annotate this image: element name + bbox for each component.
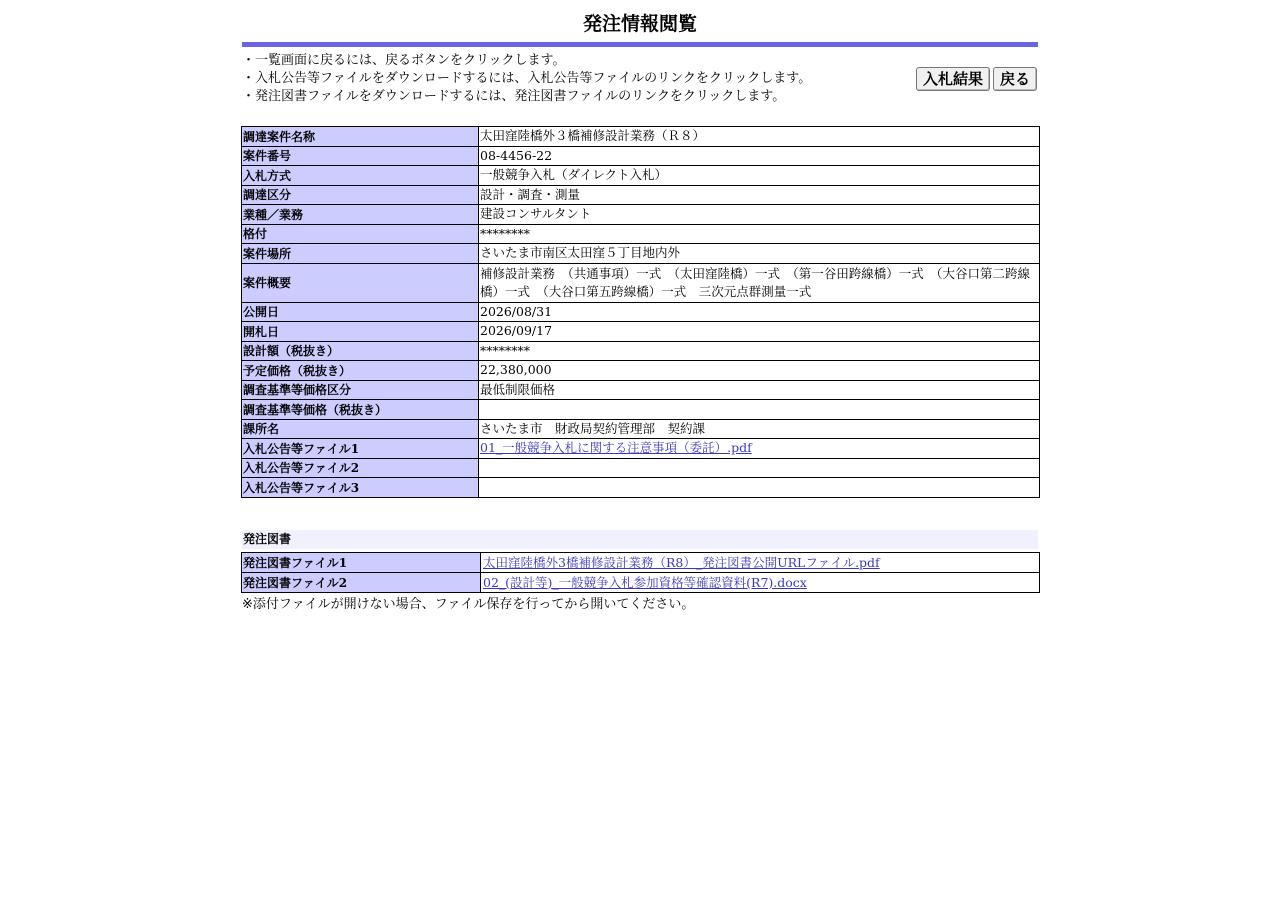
instruction-line: ・一覧画面に戻るには、戻るボタンをクリックします。 bbox=[242, 53, 566, 68]
table-row bbox=[242, 224, 1040, 244]
field-label: 課所名 bbox=[242, 419, 479, 439]
documents-section-title: 発注図書 bbox=[242, 530, 1038, 549]
table-row bbox=[242, 205, 1040, 225]
table-row bbox=[242, 380, 1040, 400]
field-label: 調査基準等価格（税抜き） bbox=[242, 400, 479, 420]
field-label: 公開日 bbox=[242, 302, 479, 322]
table-row bbox=[242, 166, 1040, 186]
table-row bbox=[242, 146, 1040, 166]
table-row bbox=[242, 127, 1040, 147]
instruction-line: ・発注図書ファイルをダウンロードするには、発注図書ファイルのリンクをクリックします。 bbox=[242, 89, 786, 104]
field-value: 太田窪陸橋外３橋補修設計業務（Ｒ８） bbox=[479, 127, 1040, 147]
document-file-2-link[interactable]: 02_(設計等)_一般競争入札参加資格等確認資料(R7).docx bbox=[483, 574, 807, 590]
documents-table bbox=[241, 552, 1040, 593]
field-value: 22,380,000 bbox=[479, 361, 1040, 381]
field-value: 2026/08/31 bbox=[479, 302, 1040, 322]
table-row bbox=[242, 341, 1040, 361]
field-value: 一般競争入札（ダイレクト入札） bbox=[479, 166, 1040, 186]
details-table bbox=[241, 126, 1040, 498]
field-label: 発注図書ファイル2 bbox=[242, 573, 481, 593]
field-label: 案件場所 bbox=[242, 244, 479, 264]
table-row bbox=[242, 400, 1040, 420]
field-label: 開札日 bbox=[242, 322, 479, 342]
table-row bbox=[242, 478, 1040, 498]
back-button[interactable]: 戻る bbox=[993, 67, 1037, 91]
field-label: 案件番号 bbox=[242, 146, 479, 166]
field-value: さいたま市南区太田窪５丁目地内外 bbox=[479, 244, 1040, 264]
field-value bbox=[481, 573, 1040, 593]
field-label: 調達案件名称 bbox=[242, 127, 479, 147]
field-value bbox=[479, 439, 1040, 459]
field-label: 調査基準等価格区分 bbox=[242, 380, 479, 400]
field-value: 最低制限価格 bbox=[479, 380, 1040, 400]
field-label: 発注図書ファイル1 bbox=[242, 553, 481, 573]
field-label: 格付 bbox=[242, 224, 479, 244]
table-row bbox=[242, 263, 1040, 302]
bid-results-button[interactable]: 入札結果 bbox=[916, 67, 990, 91]
field-value: 建設コンサルタント bbox=[479, 205, 1040, 225]
table-row bbox=[242, 573, 1040, 593]
field-label: 調達区分 bbox=[242, 185, 479, 205]
field-value: ******** bbox=[479, 224, 1040, 244]
field-label: 入札公告等ファイル1 bbox=[242, 439, 479, 459]
table-row bbox=[242, 185, 1040, 205]
field-label: 入札公告等ファイル3 bbox=[242, 478, 479, 498]
table-row bbox=[242, 322, 1040, 342]
field-value: ******** bbox=[479, 341, 1040, 361]
field-label: 設計額（税抜き） bbox=[242, 341, 479, 361]
field-label: 入札方式 bbox=[242, 166, 479, 186]
notice-file-1-link[interactable]: 01_一般競争入札に関する注意事項（委託）.pdf bbox=[480, 440, 752, 456]
field-value: 2026/09/17 bbox=[479, 322, 1040, 342]
table-row bbox=[242, 419, 1040, 439]
field-value bbox=[479, 400, 1040, 420]
footnote: ※添付ファイルが開けない場合、ファイル保存を行ってから開いてください。 bbox=[242, 597, 695, 612]
action-buttons bbox=[916, 67, 1037, 91]
field-label: 業種／業務 bbox=[242, 205, 479, 225]
field-label: 入札公告等ファイル2 bbox=[242, 458, 479, 478]
field-label: 案件概要 bbox=[242, 263, 479, 302]
table-row bbox=[242, 244, 1040, 264]
table-row bbox=[242, 553, 1040, 573]
field-label: 予定価格（税抜き） bbox=[242, 361, 479, 381]
field-value bbox=[481, 553, 1040, 573]
field-value: 08-4456-22 bbox=[479, 146, 1040, 166]
field-value: 設計・調査・測量 bbox=[479, 185, 1040, 205]
field-value: さいたま市 財政局契約管理部 契約課 bbox=[479, 419, 1040, 439]
instructions bbox=[242, 52, 811, 106]
page-title: 発注情報閲覧 bbox=[582, 13, 697, 35]
table-row bbox=[242, 302, 1040, 322]
title-divider bbox=[242, 42, 1038, 47]
table-row bbox=[242, 439, 1040, 459]
instruction-line: ・入札公告等ファイルをダウンロードするには、入札公告等ファイルのリンクをクリックします。 bbox=[242, 71, 812, 86]
table-row bbox=[242, 361, 1040, 381]
table-row bbox=[242, 458, 1040, 478]
field-value bbox=[479, 458, 1040, 478]
field-value bbox=[479, 478, 1040, 498]
field-value: 補修設計業務 （共通事項）一式 （太田窪陸橋）一式 （第一谷田跨線橋）一式 （大谷口第二跨線橋）一式 （大谷口第五跨線橋）一式 三次元点群測量一式 bbox=[479, 263, 1040, 302]
document-file-1-link[interactable]: 太田窪陸橋外3橋補修設計業務（R8）_発注図書公開URLファイル.pdf bbox=[483, 554, 880, 570]
